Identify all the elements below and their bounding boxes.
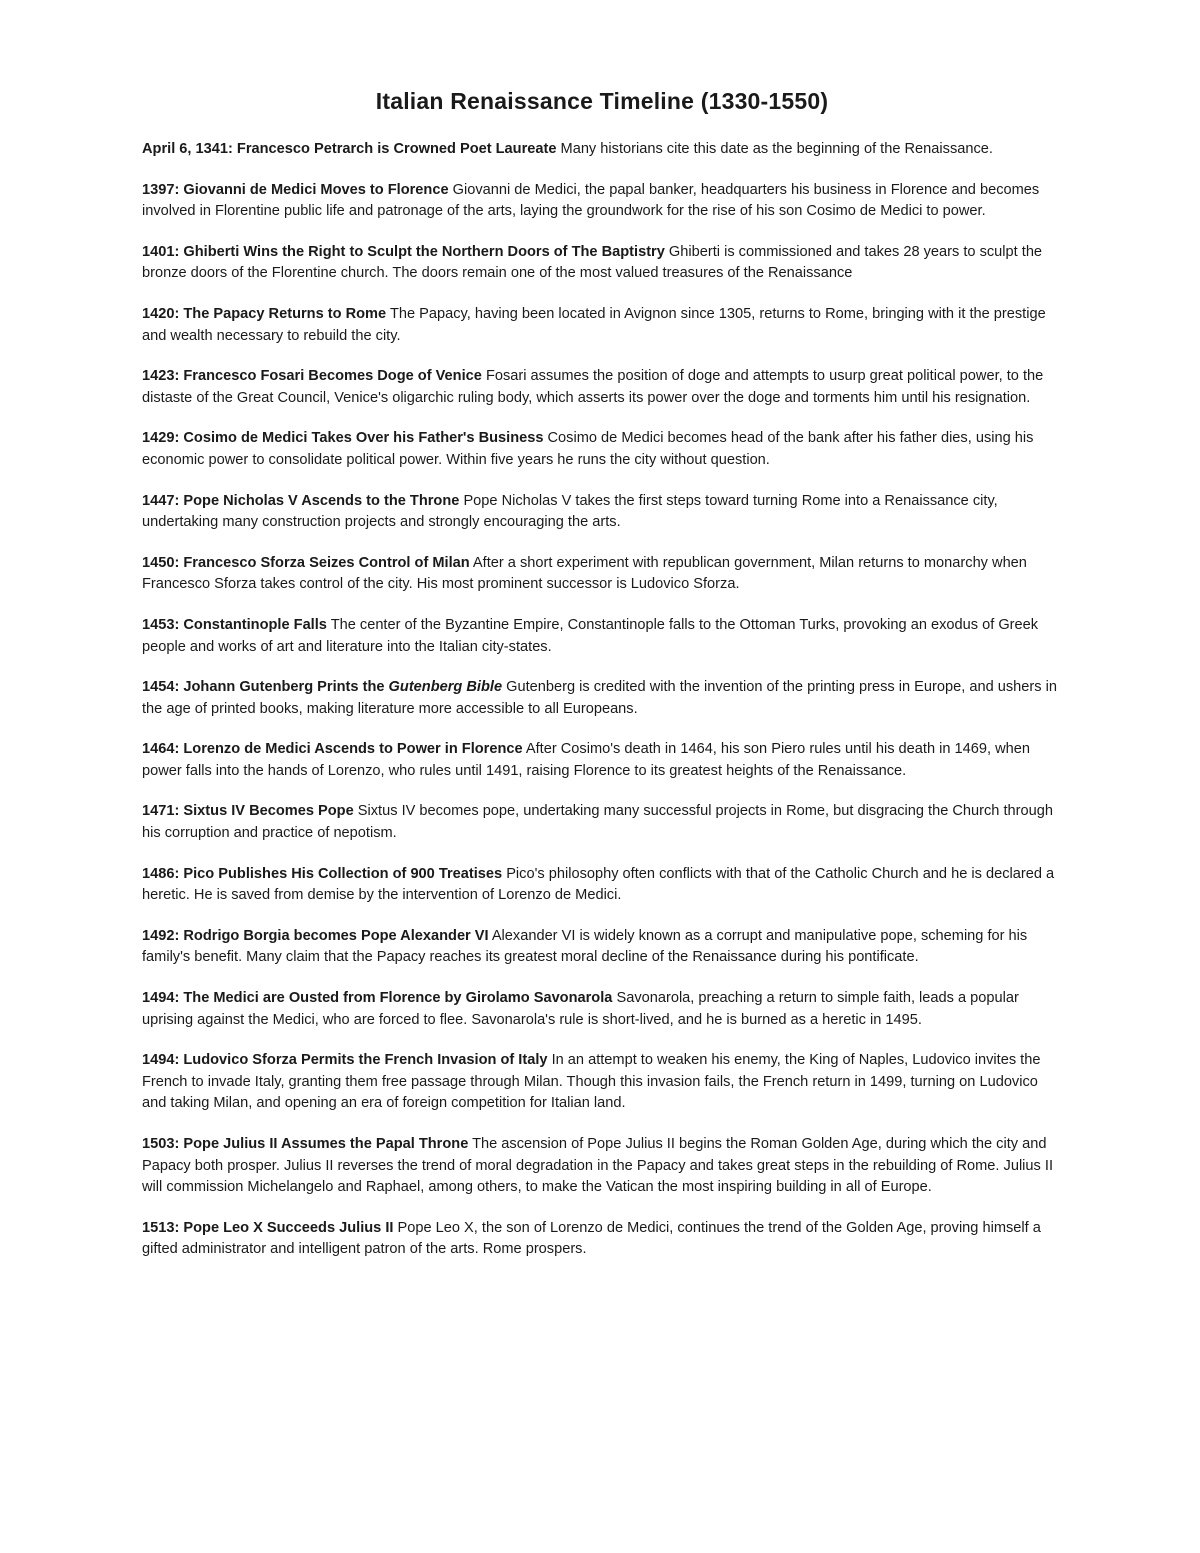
timeline-entry bbox=[142, 1134, 1062, 1199]
entry-heading: Lorenzo de Medici Ascends to Power in Florence bbox=[183, 741, 523, 758]
entry-body: Cosimo de Medici becomes head of the bank after his father dies, using his economic power to consolidate political power. Within five years he runs the city without question. bbox=[142, 430, 1034, 468]
entry-body: Alexander VI is widely known as a corrupt and manipulative pope, scheming for his family's benefit. Many claim that the Papacy reaches its greatest moral decline of the Renaissance during his pontificate. bbox=[142, 927, 1028, 966]
timeline-entry bbox=[142, 428, 1062, 471]
entry-date: 1464: bbox=[142, 741, 180, 758]
entry-heading: Francesco Petrarch is Crowned Poet Laureate bbox=[236, 141, 557, 157]
entry-heading: Rodrigo Borgia becomes Pope Alexander VI bbox=[183, 927, 489, 944]
entry-heading: The Papacy Returns to Rome bbox=[183, 305, 387, 322]
entry-body: Pico's philosophy often conflicts with that of the Catholic Church and he is declared a heretic. He is saved from demise by the intervention of Lorenzo de Medici. bbox=[142, 865, 1055, 904]
entry-body: Fosari assumes the position of doge and attempts to usurp great political power, to the distaste of the Great Council, Venice's oligarchic ruling body, which asserts its power over the doge and torments him until his resignation. bbox=[142, 368, 1044, 406]
entry-date: 1492: bbox=[142, 927, 180, 944]
timeline-entry bbox=[142, 615, 1062, 658]
entry-heading: Johann Gutenberg Prints the bbox=[183, 679, 385, 696]
entry-date: 1447: bbox=[142, 492, 180, 509]
entry-body: Gutenberg is credited with the invention of the printing press in Europe, and ushers in the age of printed books, making literature more accessible to all Europeans. bbox=[142, 679, 1057, 717]
entry-date: 1450: bbox=[142, 554, 180, 571]
entry-date: 1397: bbox=[142, 181, 180, 198]
entry-heading: Francesco Sforza Seizes Control of Milan bbox=[183, 554, 470, 571]
timeline-entry bbox=[142, 366, 1062, 409]
entry-date: 1513: bbox=[142, 1219, 180, 1236]
timeline-entry bbox=[142, 926, 1062, 969]
timeline-entry bbox=[142, 139, 1062, 161]
entry-heading: Giovanni de Medici Moves to Florence bbox=[183, 181, 449, 198]
timeline-entry bbox=[142, 180, 1062, 223]
entry-body: The center of the Byzantine Empire, Constantinople falls to the Ottoman Turks, provoking an exodus of Greek people and works of art and literature into the Italian city-states. bbox=[142, 616, 1039, 655]
entry-heading: Pope Julius II Assumes the Papal Throne bbox=[183, 1136, 469, 1152]
entry-date: 1494: bbox=[142, 1052, 180, 1069]
entry-date: 1423: bbox=[142, 368, 180, 385]
entry-body: Giovanni de Medici, the papal banker, headquarters his business in Florence and becomes involved in Florentine public life and patronage of the arts, laying the groundwork for the rise of his son Cosimo de Medici to power. bbox=[142, 181, 1040, 220]
entry-heading: Francesco Fosari Becomes Doge of Venice bbox=[183, 368, 482, 385]
entry-date: 1420: bbox=[142, 305, 180, 322]
entry-heading: Pico Publishes His Collection of 900 Treatises bbox=[183, 865, 503, 882]
timeline-entry bbox=[142, 988, 1062, 1031]
entry-heading: Ghiberti Wins the Right to Sculpt the Northern Doors of The Baptistry bbox=[183, 243, 665, 260]
timeline-entry bbox=[142, 1218, 1062, 1261]
timeline-entry bbox=[142, 801, 1062, 844]
entry-body: Ghiberti is commissioned and takes 28 years to sculpt the bronze doors of the Florentine church. The doors remain one of the most valued treasures of the Renaissance bbox=[142, 243, 1043, 282]
entry-heading-italic: Gutenberg Bible bbox=[388, 679, 503, 696]
entry-date: 1486: bbox=[142, 865, 180, 882]
entry-date: 1454: bbox=[142, 679, 180, 696]
entry-body: After Cosimo's death in 1464, his son Piero rules until his death in 1469, when power falls into the hands of Lorenzo, who rules until 1491, raising Florence to its greatest heights of the Renaissance. bbox=[142, 741, 1031, 779]
entry-date: 1471: bbox=[142, 803, 180, 820]
timeline-entry bbox=[142, 242, 1062, 285]
entry-body: The ascension of Pope Julius II begins the Roman Golden Age, during which the city and Papacy both prosper. Julius II reverses the trend of moral degradation in the Papacy and takes great steps in the rebuilding of Rome. Julius II will commission Michelangelo and Raphael, among others, to make the Vatican the most inspiring building in all of Europe. bbox=[142, 1136, 1054, 1196]
page-title: Italian Renaissance Timeline (1330-1550) bbox=[375, 88, 829, 114]
timeline-entry bbox=[142, 1050, 1062, 1115]
entry-heading: Ludovico Sforza Permits the French Invasion of Italy bbox=[183, 1052, 548, 1069]
entry-body: Pope Leo X, the son of Lorenzo de Medici, continues the trend of the Golden Age, proving himself a gifted administrator and intelligent patron of the arts. Rome prospers. bbox=[142, 1219, 1041, 1258]
entry-body: Sixtus IV becomes pope, undertaking many successful projects in Rome, but disgracing the Church through his corruption and practice of nepotism. bbox=[142, 803, 1053, 842]
entry-date: 1429: bbox=[142, 430, 180, 447]
entry-body: Pope Nicholas V takes the first steps toward turning Rome into a Renaissance city, undertaking many construction projects and strongly encouraging the arts. bbox=[142, 492, 998, 531]
document-page bbox=[142, 88, 1062, 1280]
entry-heading: Pope Nicholas V Ascends to the Throne bbox=[183, 492, 460, 509]
timeline-entry bbox=[142, 553, 1062, 596]
timeline-entry bbox=[142, 304, 1062, 347]
timeline-entry bbox=[142, 739, 1062, 782]
entry-date: 1401: bbox=[142, 243, 180, 260]
entry-body: After a short experiment with republican government, Milan returns to monarchy when Francesco Sforza takes control of the city. His most prominent successor is Ludovico Sforza. bbox=[142, 554, 1027, 593]
entry-date: 1494: bbox=[142, 990, 180, 1007]
timeline-entry bbox=[142, 864, 1062, 907]
entry-heading: Sixtus IV Becomes Pope bbox=[183, 803, 354, 820]
entry-heading: Constantinople Falls bbox=[183, 616, 327, 633]
entry-body: Many historians cite this date as the beginning of the Renaissance. bbox=[560, 141, 993, 157]
entry-body: The Papacy, having been located in Avignon since 1305, returns to Rome, bringing with it the prestige and wealth necessary to rebuild the city. bbox=[142, 305, 1046, 344]
entry-date: April 6, 1341: bbox=[142, 141, 233, 157]
entry-date: 1503: bbox=[142, 1136, 180, 1152]
timeline-entry bbox=[142, 491, 1062, 534]
entry-heading: Pope Leo X Succeeds Julius II bbox=[183, 1219, 394, 1236]
entry-body: Savonarola, preaching a return to simple faith, leads a popular uprising against the Medici, who are forced to flee. Savonarola's rule is short-lived, and he is burned as a heretic in 1495. bbox=[142, 990, 1019, 1028]
entry-date: 1453: bbox=[142, 616, 180, 633]
entry-heading: Cosimo de Medici Takes Over his Father's Business bbox=[183, 430, 544, 447]
entry-heading: The Medici are Ousted from Florence by Girolamo Savonarola bbox=[183, 990, 613, 1007]
entry-body: In an attempt to weaken his enemy, the King of Naples, Ludovico invites the French to invade Italy, granting them free passage through Milan. Though this invasion fails, the French return in 1499, turning on Ludovico and taking Milan, and opening an era of foreign competition for Italian land. bbox=[142, 1052, 1041, 1112]
timeline-entry bbox=[142, 677, 1062, 720]
